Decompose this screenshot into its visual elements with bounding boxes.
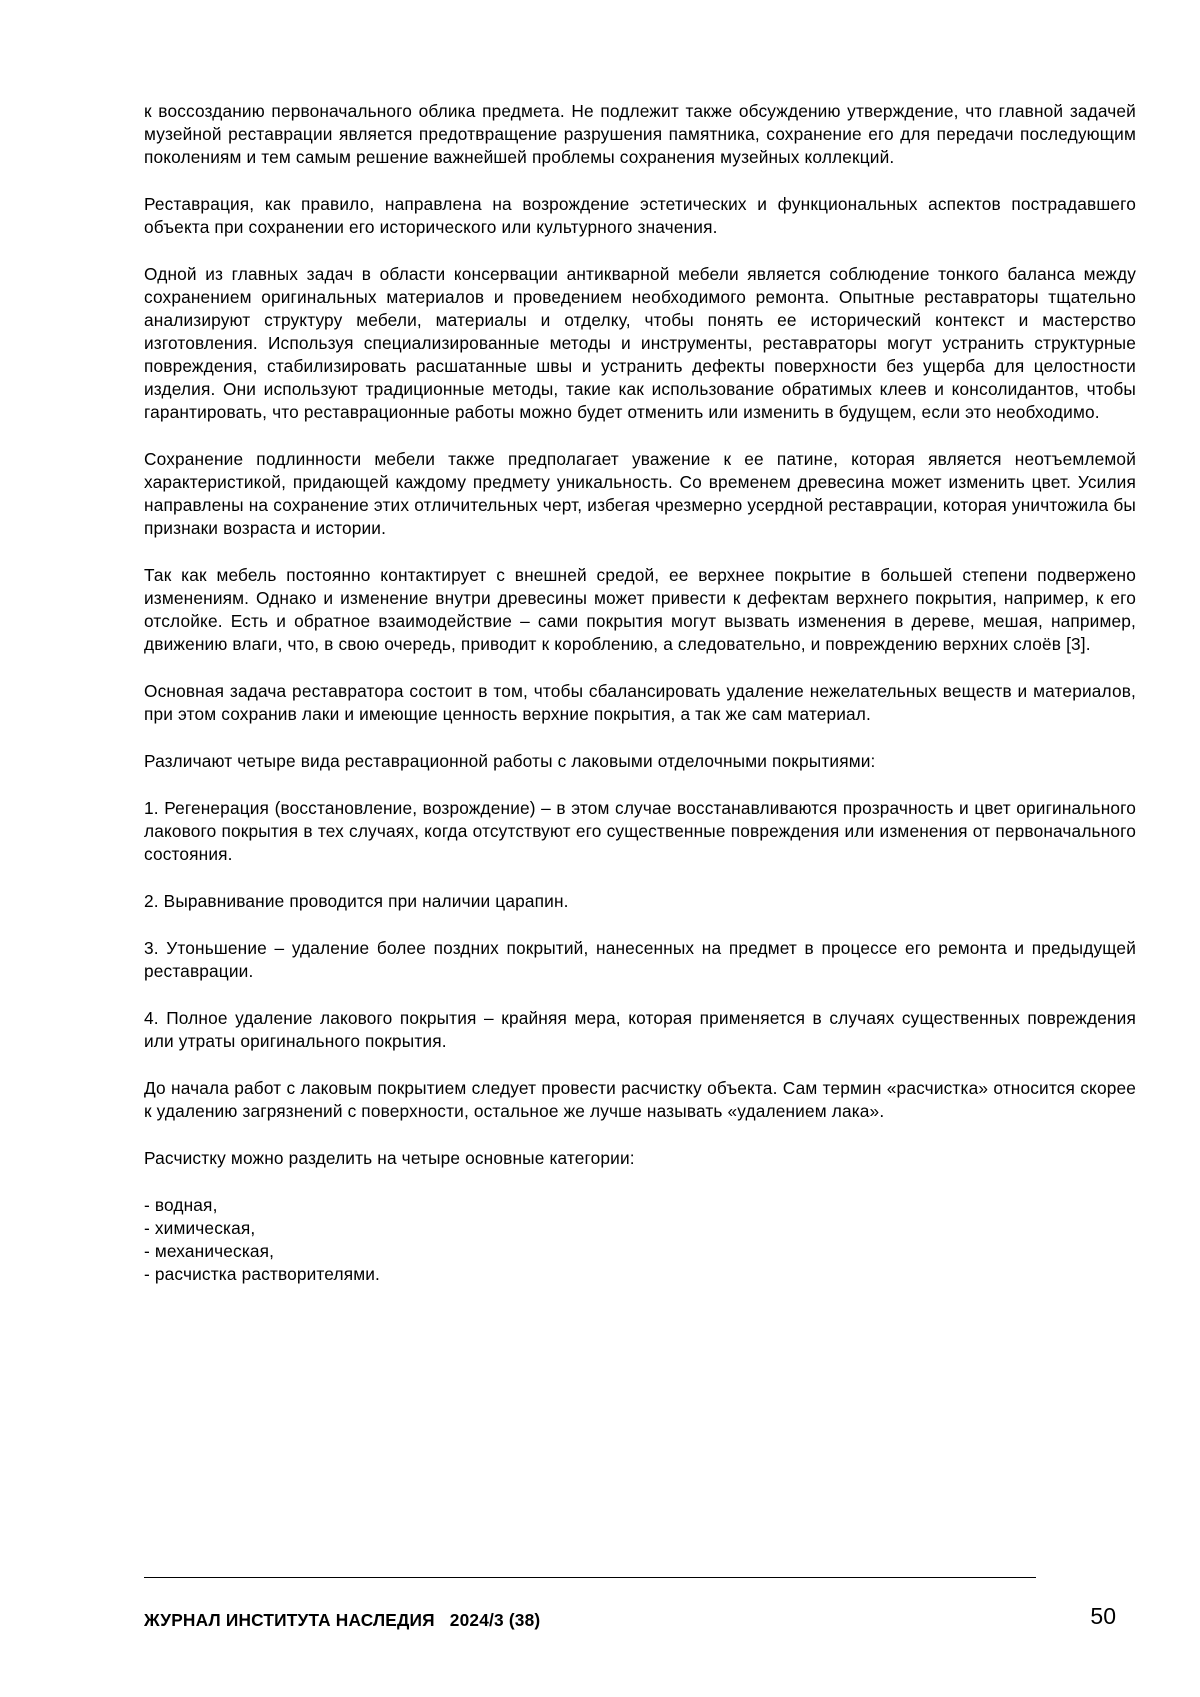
list-item: - химическая, [144,1218,256,1238]
list-item: - водная, [144,1195,218,1215]
paragraph-intro-continuation: к воссозданию первоначального облика предмета. Не подлежит также обсуждению утверждение, что главной задачей музейной реставрации является предотвращение разрушения памятника, сохранение его для передачи последующим поколениям и тем самым решение важнейшей проблемы сохранения музейных коллекций. [144,101,1136,167]
paragraph-work-types-intro: Различают четыре вида реставрационной работы с лаковыми отделочными покрытиями: [144,751,876,771]
paragraph-work-type-2: 2. Выравнивание проводится при наличии царапин. [144,891,569,911]
paragraph-patina: Сохранение подлинности мебели также предполагает уважение к ее патине, которая является неотъемлемой характеристикой, придающей каждому предмету уникальность. Со временем древесина может изменить цвет. Усилия направлены на сохранение этих отличительных черт, избегая чрезмерно усердной реставрации, которая уничтожила бы признаки возраста и истории. [144,449,1136,538]
paragraph-restorer-task: Основная задача реставратора состоит в том, чтобы сбалансировать удаление нежелательных веществ и материалов, при этом сохранив лаки и имеющие ценность верхние покрытия, а так же сам материал. [144,681,1136,724]
paragraph-work-type-3: 3. Утоньшение – удаление более поздних покрытий, нанесенных на предмет в процессе его ремонта и предыдущей реставрации. [144,938,1136,981]
paragraph-cleaning-intro: До начала работ с лаковым покрытием следует провести расчистку объекта. Сам термин «расчистка» относится скорее к удалению загрязнений с поверхности, остальное же лучше называть «удалением лака». [144,1078,1136,1121]
paragraph-environment: Так как мебель постоянно контактирует с внешней средой, ее верхнее покрытие в большей степени подвержено изменениям. Однако и изменение внутри древесины может привести к дефектам верхнего покрытия, например, к его отслойке. Есть и обратное взаимодействие – сами покрытия могут вызвать изменения в дереве, мешая, например, движению влаги, что, в свою очередь, приводит к короблению, а следовательно, и повреждению верхних слоёв [3]. [144,565,1136,654]
cleaning-category-list [144,1194,1136,1286]
page-number: 50 [1090,1603,1116,1629]
footer-divider [144,1577,1036,1578]
paragraph-cleaning-categories: Расчистку можно разделить на четыре основные категории: [144,1148,635,1168]
paragraph-conservation-balance: Одной из главных задач в области консервации антикварной мебели является соблюдение тонкого баланса между сохранением оригинальных материалов и проведением необходимого ремонта. Опытные реставраторы тщательно анализируют структуру мебели, материалы и отделку, чтобы понять ее исторический контекст и мастерство изготовления. Используя специализированные методы и инструменты, реставраторы могут устранить структурные повреждения, стабилизировать расшатанные швы и устранить дефекты поверхности без ущерба для целостности изделия. Они используют традиционные методы, такие как использование обратимых клеев и консолидантов, чтобы гарантировать, что реставрационные работы можно будет отменить или изменить в будущем, если это необходимо. [144,264,1136,422]
paragraph-work-type-1: 1. Регенерация (восстановление, возрождение) – в этом случае восстанавливаются прозрачность и цвет оригинального лакового покрытия в тех случаях, когда отсутствуют его существенные повреждения или изменения от первоначального состояния. [144,798,1136,864]
journal-title: ЖУРНАЛ ИНСТИТУТА НАСЛЕДИЯ 2024/3 (38) [144,1610,541,1630]
list-item: - механическая, [144,1241,275,1261]
article-body [144,100,1136,1286]
list-item: - расчистка растворителями. [144,1264,381,1284]
paragraph-work-type-4: 4. Полное удаление лакового покрытия – крайняя мера, которая применяется в случаях существенных повреждения или утраты оригинального покрытия. [144,1008,1136,1051]
paragraph-restoration-definition: Реставрация, как правило, направлена на возрождение эстетических и функциональных аспектов пострадавшего объекта при сохранении его исторического или культурного значения. [144,194,1136,237]
